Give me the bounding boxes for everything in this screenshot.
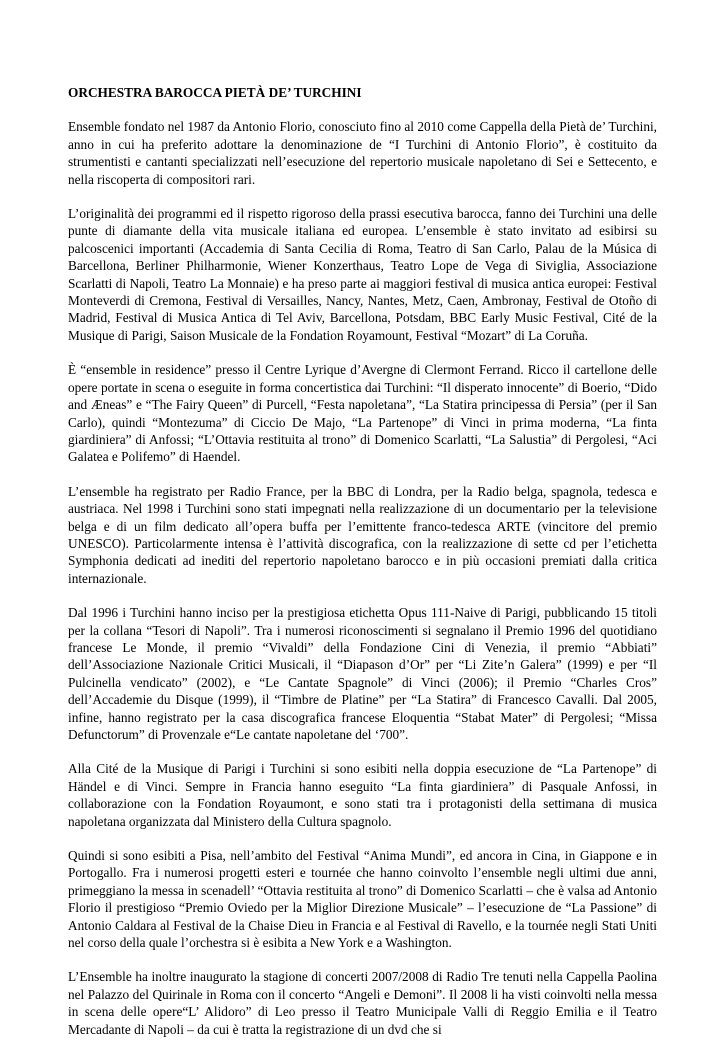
- document-title: ORCHESTRA BAROCCA PIETÀ DE’ TURCHINI: [68, 85, 362, 100]
- paragraph-cite-musique: Alla Cité de la Musique di Parigi i Turchini si sono esibiti nella doppia esecuzione de “La Partenope” di Händel e di Vinci. Sempre in Francia hanno eseguito “La finta giardiniera” di Pasquale Anfossi, in collaborazione con la Fondation Royaumont, e sono stati tra i protagonisti della settimana di musica napoletana organizzata dal Ministero della Cultura spagnolo.: [68, 761, 657, 829]
- document-page: [68, 84, 657, 1055]
- paragraph-founding: Ensemble fondato nel 1987 da Antonio Florio, conosciuto fino al 2010 come Cappella della Pietà de’ Turchini, anno in cui ha preferito adottare la denominazione de “I Turchini di Antonio Florio”, è costituito da strumentisti e cantanti specializzati nell’esecuzione del repertorio musicale napoletano di Sei e Settecento, e nella riscoperta di compositori rari.: [68, 119, 657, 187]
- paragraph-tours: Quindi si sono esibiti a Pisa, nell’ambito del Festival “Anima Mundi”, ed ancora in Cina, in Giappone e in Portogallo. Fra i numerosi progetti esteri e tournée che hanno coinvolto l’ensemble negli ultimi due anni, primeggiano la messa in scenadell’ “Ottavia restituita al trono” di Domenico Scarlatti – che è valsa ad Antonio Florio il prestigioso “Premio Oviedo per la Miglior Direzione Musicale” – l’esecuzione de “La Passione” di Antonio Caldara al Festival de la Chaise Dieu in Francia e al Festival di Ravello, e la tournée negli Stati Uniti nel corso della quale l’orchestra si è esibita a New York e a Washington.: [68, 848, 657, 951]
- paragraph-recordings-radio: L’ensemble ha registrato per Radio France, per la BBC di Londra, per la Radio belga, spagnola, tedesca e austriaca. Nel 1998 i Turchini sono stati impegnati nella realizzazione di un documentario per la televisione belga e di un film dedicato all’opera buffa per l’emittente franco-tedesca ARTE (vincitore del premio UNESCO). Particolarmente intensa è l’attività discografica, con la realizzazione di sette cd per l’etichetta Symphonia dedicati ad inediti del repertorio napoletano barocco e in più occasioni premiati dalla critica internazionale.: [68, 483, 657, 586]
- paragraph-residence: È “ensemble in residence” presso il Centre Lyrique d’Avergne di Clermont Ferrand. Ricco il cartellone delle opere portate in scena o eseguite in forma concertistica dai Turchini: “Il disperato innocente” di Boerio, “Dido and Æneas” e “The Fairy Queen” di Purcell, “Festa napoletana”, “La Statira principessa di Persia” (per il San Carlo), quindi “Montezuma” di Ciccio De Majo, “La Partenope” di Vinci in prima moderna, “La finta giardiniera” di Anfossi; “L’Ottavia restituita al trono” di Domenico Scarlatti, “La Salustia” di Pergolesi, “Aci Galatea e Polifemo” di Haendel.: [68, 362, 657, 465]
- paragraph-radio-tre: L’Ensemble ha inoltre inaugurato la stagione di concerti 2007/2008 di Radio Tre tenuti nella Cappella Paolina nel Palazzo del Quirinale in Roma con il concerto “Angeli e Demoni”. Il 2008 li ha visti coinvolti nella messa in scena delle opere“L’ Alidoro” di Leo presso il Teatro Municipale Valli di Reggio Emilia e il Teatro Mercadante di Napoli – da cui è tratta la registrazione di un dvd che si: [68, 969, 657, 1037]
- paragraph-originality: L’originalità dei programmi ed il rispetto rigoroso della prassi esecutiva barocca, fanno dei Turchini una delle punte di diamante della vita musicale italiana ed europea. L’ensemble è stato invitato ad esibirsi su palcoscenici importanti (Accademia di Santa Cecilia di Roma, Teatro di San Carlo, Palau de la Música di Barcellona, Berliner Philharmonie, Wiener Konzerthaus, Teatro Lope de Vega di Siviglia, Associazione Scarlatti di Napoli, Teatro La Monnaie) e ha preso parte ai maggiori festival di musica antica europei: Festival Monteverdi di Cremona, Festival di Versailles, Nancy, Nantes, Metz, Caen, Ambronay, Festival de Otoño di Madrid, Festival di Musica Antica di Tel Aviv, Barcellona, Potsdam, BBC Early Music Festival, Cité de la Musique di Parigi, Saison Musicale de la Fondation Royamount, Festival “Mozart” di La Coruña.: [68, 206, 657, 343]
- paragraph-opus111: Dal 1996 i Turchini hanno inciso per la prestigiosa etichetta Opus 111-Naive di Parigi, pubblicando 15 titoli per la collana “Tesori di Napoli”. Tra i numerosi riconoscimenti si segnalano il Premio 1996 del quotidiano francese Le Monde, il premio “Vivaldi” della Fondazione Cini di Venezia, il premio “Abbiati” dell’Associazione Nazionale Critici Musicali, il “Diapason d’Or” per “Li Zite’n Galera” (1999) e per “Il Pulcinella vendicato” (2002), e “Le Cantate Spagnole” di Vinci (2006); il Premio “Charles Cros” dell’Accademie du Disque (1999), il “Timbre de Platine” per “La Statira” di Francesco Cavalli. Dal 2005, infine, hanno registrato per la casa discografica francese Eloquentia “Stabat Mater” di Pergolesi; “Missa Defunctorum” di Provenzale e“Le cantate napoletane del ‘700”.: [68, 605, 657, 742]
